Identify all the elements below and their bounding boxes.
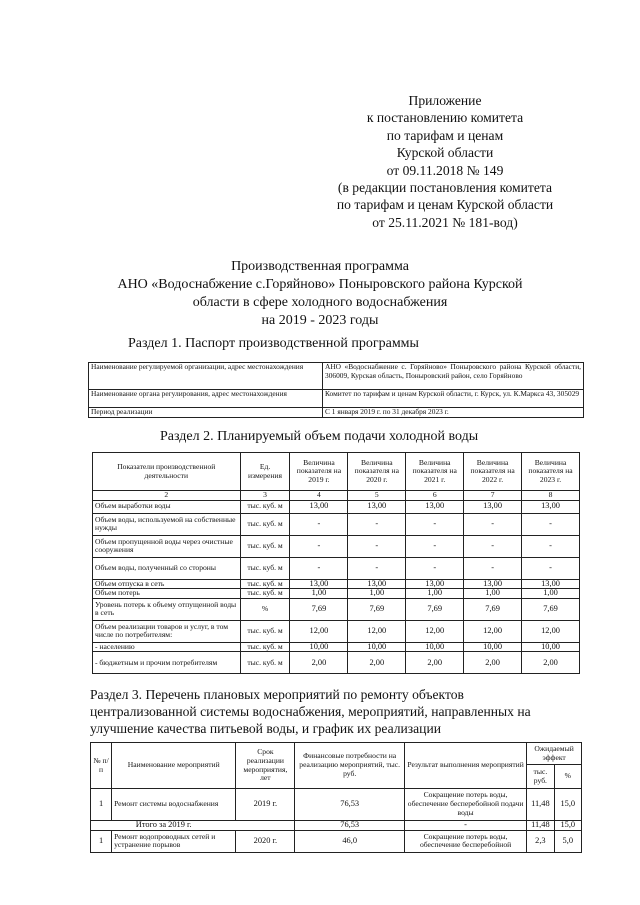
row-value: 10,00 — [290, 642, 348, 652]
row-value: - — [406, 557, 464, 579]
section3-heading-line: Раздел 3. Перечень плановых мероприятий по ремонту объектов — [90, 687, 464, 702]
program-title — [100, 258, 540, 330]
row-period: 2020 г. — [236, 830, 295, 852]
program-title-line: области в сфере холодного водоснабжения — [192, 295, 448, 310]
table-row — [89, 390, 584, 408]
row-name: Объем выработки воды — [93, 500, 241, 513]
table-header-row — [91, 743, 582, 765]
events-table — [90, 742, 582, 853]
table-row — [93, 620, 580, 642]
row-value: 13,00 — [406, 500, 464, 513]
column-number: 3 — [240, 491, 290, 501]
row-value: 1,00 — [522, 589, 580, 599]
row-value: - — [464, 557, 522, 579]
row-unit: тыс. куб. м — [240, 652, 290, 674]
column-header: Наименование мероприятий — [112, 743, 236, 789]
row-value: - — [348, 513, 406, 535]
appendix-line: по тарифам и ценам — [386, 127, 504, 143]
row-value: 2,00 — [290, 652, 348, 674]
program-title-line: АНО «Водоснабжение с.Горяйново» Поныровского района Курской — [117, 277, 523, 292]
row-value: 12,00 — [290, 620, 348, 642]
row-unit: % — [240, 598, 290, 620]
row-value: 2,00 — [406, 652, 464, 674]
row-unit: тыс. куб. м — [240, 642, 290, 652]
row-value: 13,00 — [290, 500, 348, 513]
row-value: 7,69 — [348, 598, 406, 620]
column-number: 2 — [93, 491, 241, 501]
row-value: 12,00 — [348, 620, 406, 642]
table-row — [91, 789, 582, 821]
row-value: 1,00 — [290, 589, 348, 599]
table-total-row — [91, 821, 582, 831]
column-header: Величина показателя на 2020 г. — [348, 453, 406, 491]
passport-label: Период реализации — [89, 408, 323, 418]
row-value: - — [522, 535, 580, 557]
column-number: 8 — [522, 491, 580, 501]
row-finance: 46,0 — [295, 830, 405, 852]
row-unit: тыс. куб. м — [240, 535, 290, 557]
row-name: - населению — [93, 642, 241, 652]
row-effect-rub: 11,48 — [527, 789, 554, 821]
program-title-line: Производственная программа — [231, 259, 409, 274]
column-header: Ед. измерения — [240, 453, 290, 491]
program-title-line: на 2019 - 2023 годы — [261, 313, 379, 328]
appendix-line: Курской области — [396, 145, 494, 161]
appendix-line: к постановлению комитета — [366, 110, 524, 126]
column-number: 5 — [348, 491, 406, 501]
row-unit: тыс. куб. м — [240, 513, 290, 535]
row-finance: 76,53 — [295, 789, 405, 821]
table-row — [93, 579, 580, 589]
row-name: Объем отпуска в сеть — [93, 579, 241, 589]
column-header: Величина показателя на 2021 г. — [406, 453, 464, 491]
row-value: 12,00 — [406, 620, 464, 642]
table-row — [93, 598, 580, 620]
row-effect-pct: 15,0 — [554, 821, 581, 831]
section3-heading-line: централизованной системы водоснабжения, мероприятий, направленных на — [90, 704, 531, 719]
row-value: - — [290, 535, 348, 557]
appendix-line: от 25.11.2021 № 181-вод) — [372, 214, 518, 230]
column-header: Величина показателя на 2022 г. — [464, 453, 522, 491]
table-row — [93, 513, 580, 535]
passport-table — [88, 362, 584, 418]
row-value: 1,00 — [464, 589, 522, 599]
row-result: Сокращение потерь воды, обеспечение бесперебойной — [404, 830, 526, 852]
passport-label: Наименование органа регулирования, адрес местонахождения — [89, 390, 323, 408]
row-name: Объем реализации товаров и услуг, в том числе по потребителям: — [93, 620, 241, 642]
row-value: 13,00 — [348, 579, 406, 589]
section3-heading — [90, 686, 578, 737]
passport-value: АНО «Водоснабжение с. Горяйново» Поныровского района Курской области, 306009, Курская область, Поныровский район, село Горяйново — [323, 363, 584, 390]
row-name: Уровень потерь к объему отпущенной воды в сеть — [93, 598, 241, 620]
appendix-line: от 09.11.2018 № 149 — [386, 162, 504, 178]
passport-value: С 1 января 2019 г. по 31 декабря 2023 г. — [323, 408, 584, 418]
row-name: Ремонт водопроводных сетей и устранение порывов — [112, 830, 236, 852]
row-name: Объем воды, полученный со стороны — [93, 557, 241, 579]
row-number: 1 — [91, 789, 112, 821]
row-value: - — [290, 513, 348, 535]
column-number: 7 — [464, 491, 522, 501]
row-number: 1 — [91, 830, 112, 852]
appendix-block — [300, 92, 590, 231]
table-row — [93, 500, 580, 513]
row-unit: тыс. куб. м — [240, 579, 290, 589]
column-number-row — [93, 491, 580, 501]
table-row — [93, 535, 580, 557]
appendix-line: по тарифам и ценам Курской области — [336, 197, 554, 213]
row-finance: 76,53 — [295, 821, 405, 831]
row-value: 7,69 — [290, 598, 348, 620]
appendix-line: (в редакции постановления комитета — [337, 180, 553, 196]
column-header: % — [554, 765, 581, 789]
row-value: 7,69 — [464, 598, 522, 620]
row-value: - — [522, 557, 580, 579]
row-name: Объем воды, используемой на собственные нужды — [93, 513, 241, 535]
column-header: Величина показателя на 2023 г. — [522, 453, 580, 491]
row-value: 13,00 — [464, 500, 522, 513]
row-unit: тыс. куб. м — [240, 620, 290, 642]
row-name: Объем потерь — [93, 589, 241, 599]
section1-heading: Раздел 1. Паспорт производственной программы — [128, 336, 419, 351]
row-name: - бюджетным и прочим потребителям — [93, 652, 241, 674]
row-value: - — [406, 513, 464, 535]
row-name: Объем пропущенной воды через очистные сооружения — [93, 535, 241, 557]
total-label: Итого за 2019 г. — [91, 821, 295, 831]
row-value: - — [406, 535, 464, 557]
row-effect-rub: 11,48 — [527, 821, 554, 831]
row-value: 1,00 — [348, 589, 406, 599]
column-header: Результат выполнения мероприятий — [404, 743, 526, 789]
row-unit: тыс. куб. м — [240, 557, 290, 579]
row-value: 12,00 — [522, 620, 580, 642]
table-header-row — [93, 453, 580, 491]
column-header: № п/ п — [91, 743, 112, 789]
row-value: 7,69 — [406, 598, 464, 620]
row-value: 2,00 — [348, 652, 406, 674]
row-value: 10,00 — [464, 642, 522, 652]
row-effect-pct: 15,0 — [554, 789, 581, 821]
column-number: 4 — [290, 491, 348, 501]
volume-table — [92, 452, 580, 674]
row-value: 1,00 — [406, 589, 464, 599]
row-value: 2,00 — [464, 652, 522, 674]
row-value: 12,00 — [464, 620, 522, 642]
row-value: 10,00 — [522, 642, 580, 652]
row-value: - — [348, 557, 406, 579]
column-header: Величина показателя на 2019 г. — [290, 453, 348, 491]
row-value: 7,69 — [522, 598, 580, 620]
section2-heading: Раздел 2. Планируемый объем подачи холодной воды — [160, 429, 479, 444]
table-row — [93, 642, 580, 652]
table-row — [93, 557, 580, 579]
row-value: 10,00 — [348, 642, 406, 652]
row-value: 2,00 — [522, 652, 580, 674]
row-value: 13,00 — [290, 579, 348, 589]
row-value: - — [464, 513, 522, 535]
row-effect-pct: 5,0 — [554, 830, 581, 852]
row-result: Сокращение потерь воды, обеспечение бесперебойной подачи воды — [404, 789, 526, 821]
row-value: 13,00 — [348, 500, 406, 513]
table-row — [89, 408, 584, 418]
row-value: 13,00 — [464, 579, 522, 589]
row-unit: тыс. куб. м — [240, 589, 290, 599]
column-header: Срок реализации мероприятия, лет — [236, 743, 295, 789]
row-value: 13,00 — [522, 500, 580, 513]
row-name: Ремонт системы водоснабжения — [112, 789, 236, 821]
row-effect-rub: 2,3 — [527, 830, 554, 852]
row-value: 13,00 — [522, 579, 580, 589]
row-value: - — [290, 557, 348, 579]
table-row — [91, 830, 582, 852]
row-value: 13,00 — [406, 579, 464, 589]
row-value: - — [464, 535, 522, 557]
row-value: 10,00 — [406, 642, 464, 652]
table-row — [93, 589, 580, 599]
row-value: - — [522, 513, 580, 535]
column-header: Показатели производственной деятельности — [93, 453, 241, 491]
appendix-line: Приложение — [408, 93, 482, 108]
passport-label: Наименование регулируемой организации, адрес местонахождения — [89, 363, 323, 390]
row-period: 2019 г. — [236, 789, 295, 821]
column-header: тыс. руб. — [527, 765, 554, 789]
table-row — [89, 363, 584, 390]
row-unit: тыс. куб. м — [240, 500, 290, 513]
table-row — [93, 652, 580, 674]
row-value: - — [348, 535, 406, 557]
column-header: Финансовые потребности на реализацию мероприятий, тыс. руб. — [295, 743, 405, 789]
column-header: Ожидаемый эффект — [527, 743, 582, 765]
section3-heading-line: улучшение качества питьевой воды, и график их реализации — [90, 721, 442, 736]
row-result: - — [404, 821, 526, 831]
column-number: 6 — [406, 491, 464, 501]
passport-value: Комитет по тарифам и ценам Курской области, г. Курск, ул. К.Маркса 43, 305029 — [323, 390, 584, 408]
